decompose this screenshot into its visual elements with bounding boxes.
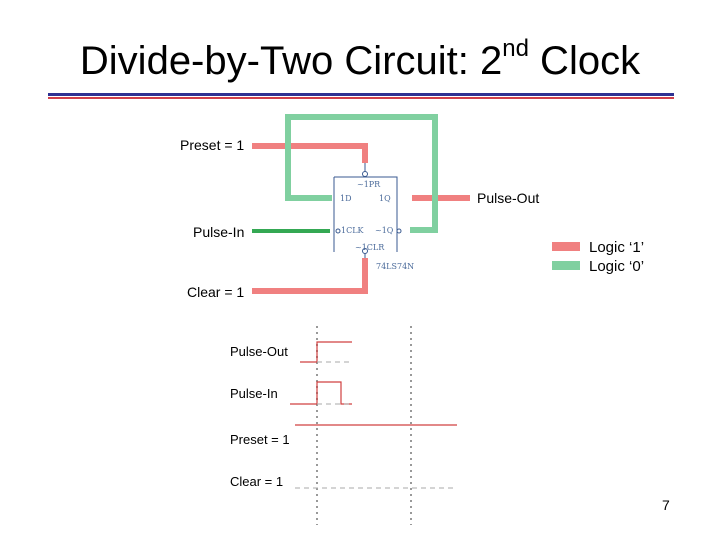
- chip-clear-pin: ~1CLR: [355, 243, 385, 252]
- chip-clk-pin: 1CLK: [341, 226, 364, 235]
- chip-qbar-pin: ~1Q: [375, 226, 394, 235]
- timing-clear-label: Clear = 1: [230, 474, 284, 489]
- title-superscript: nd: [502, 35, 529, 62]
- preset-label: Preset = 1: [180, 137, 245, 153]
- legend-logic1-label: Logic ‘1’: [589, 239, 645, 256]
- title-main: Divide-by-Two Circuit: 2: [79, 39, 503, 83]
- title-tail: Clock: [528, 39, 641, 83]
- chip-preset-pin: ~1PR: [357, 180, 381, 189]
- legend-logic0-swatch: [552, 261, 580, 270]
- pulse-in-waveform: [290, 382, 352, 404]
- pulse-out-waveform: [300, 342, 352, 362]
- chip-q-pin: 1Q: [379, 194, 391, 203]
- legend-logic1-swatch: [552, 242, 580, 251]
- pulse-out-label: Pulse-Out: [477, 190, 540, 206]
- timing-pulse-out-label: Pulse-Out: [230, 344, 288, 359]
- chip-d-pin: 1D: [340, 194, 352, 203]
- feedback-wire: [288, 117, 435, 230]
- timing-pulse-in-label: Pulse-In: [230, 386, 278, 401]
- chip-part-number: 74LS74N: [376, 262, 415, 271]
- pulse-in-label: Pulse-In: [193, 224, 245, 240]
- clear-wire: [252, 258, 365, 291]
- preset-wire: [252, 146, 365, 163]
- legend-logic0-label: Logic ‘0’: [589, 258, 645, 275]
- clear-label: Clear = 1: [187, 284, 245, 300]
- page-number: 7: [662, 497, 670, 513]
- timing-preset-label: Preset = 1: [230, 432, 290, 447]
